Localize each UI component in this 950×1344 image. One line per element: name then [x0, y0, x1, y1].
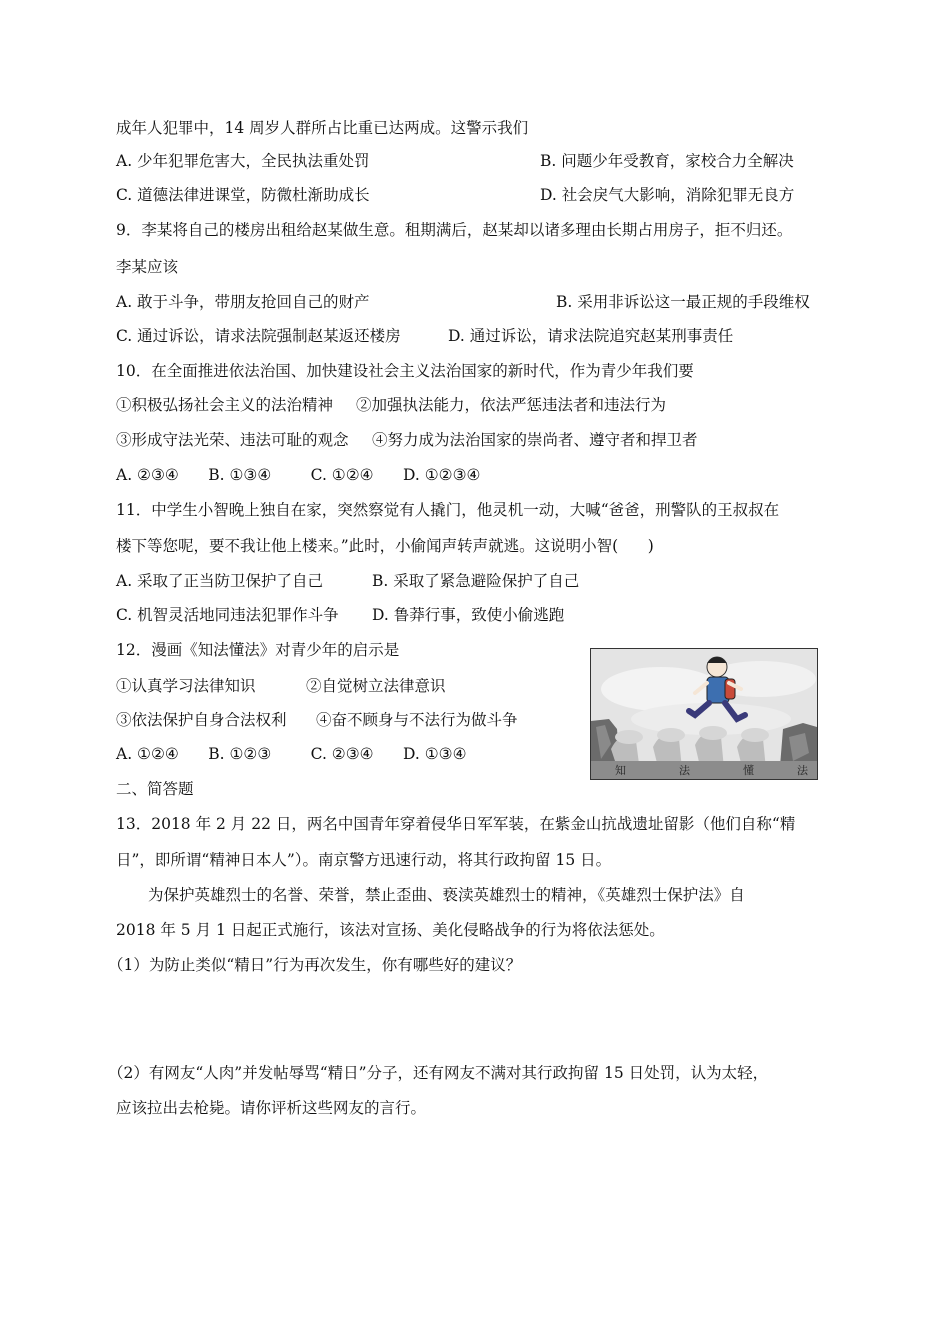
q11-option-a[interactable]: A. 采取了正当防卫保护了自己: [116, 572, 324, 590]
q13-subquestion-2-line2: 应该拉出去枪毙。请你评析这些网友的言行。: [116, 1099, 427, 1117]
caption-char-3: 懂: [743, 764, 754, 777]
q9-stem-line1: 9．李某将自己的楼房出租给赵某做生意。租期满后，赵某却以诸多理由长期占用房子，拒不归还。: [116, 221, 793, 239]
q12-stem: 12．漫画《知法懂法》对青少年的启示是: [116, 641, 400, 659]
q10-statement-1: ①积极弘扬社会主义的法治精神: [116, 396, 334, 414]
q13-paragraph1-line1: 13．2018 年 2 月 22 日，两名中国青年穿着侵华日军军装，在紫金山抗战遗址留影（他们自称“精: [116, 815, 796, 833]
q12-statement-3: ③依法保护自身合法权利: [116, 711, 287, 729]
q12-statements-row1: [116, 676, 446, 696]
q12-statement-2: ②自觉树立法律意识: [306, 677, 446, 695]
q9-stem-line2: 李某应该: [116, 258, 179, 276]
q10-stem: 10．在全面推进依法治国、加快建设社会主义法治国家的新时代，作为青少年我们要: [116, 362, 694, 380]
q9-option-b[interactable]: B. 采用非诉讼这一最正规的手段维权: [556, 293, 810, 311]
cartoon-illustration: [591, 649, 817, 779]
q8-option-d[interactable]: D. 社会戾气大影响，消除犯罪无良方: [540, 186, 795, 204]
q12-options[interactable]: A. ①②④ B. ①②③ C. ②③④ D. ①③④: [116, 745, 467, 763]
q10-options[interactable]: A. ②③④ B. ①③④ C. ①②④ D. ①②③④: [116, 466, 481, 484]
q13-paragraph2-line2: 2018 年 5 月 1 日起正式施行，该法对宣扬、美化侵略战争的行为将依法惩处。: [116, 921, 665, 939]
q11-option-b[interactable]: B. 采取了紧急避险保护了自己: [372, 572, 580, 590]
q8-option-a[interactable]: A. 少年犯罪危害大，全民执法重处罚: [116, 152, 370, 170]
q11-option-d[interactable]: D. 鲁莽行事，致使小偷逃跑: [372, 606, 565, 624]
q10-statement-4: ④努力成为法治国家的崇尚者、遵守者和捍卫者: [372, 431, 698, 449]
q8-option-b[interactable]: B. 问题少年受教育，家校合力全解决: [540, 152, 794, 170]
q11-options-row2: [116, 605, 565, 625]
q9-option-a[interactable]: A. 敢于斗争，带朋友抢回自己的财产: [116, 293, 370, 311]
q11-option-c[interactable]: C. 机智灵活地同违法犯罪作斗争: [116, 606, 339, 624]
q11-options-row1: [116, 571, 580, 591]
q8-stem-tail: 成年人犯罪中，14 周岁人群所占比重已达两成。这警示我们: [116, 119, 529, 137]
cartoon-know-the-law: [590, 648, 818, 780]
caption-char-1: 知: [615, 764, 626, 777]
q12-statement-4: ④奋不顾身与不法行为做斗争: [316, 711, 518, 729]
q9-options-row2: [116, 326, 734, 346]
q13-paragraph2-line1: 为保护英雄烈士的名誉、荣誉，禁止歪曲、亵渎英雄烈士的精神，《英雄烈士保护法》自: [148, 886, 745, 904]
caption-char-4: 法: [797, 764, 808, 777]
q9-options-row1: [116, 292, 810, 312]
q8-options-row2: [116, 185, 795, 205]
section-heading: 二、简答题: [116, 780, 194, 798]
q13-subquestion-2-line1: （2）有网友“人肉”并发帖辱骂“精日”分子，还有网友不满对其行政拘留 15 日处罚，认为太轻，: [108, 1064, 769, 1082]
q13-subquestion-1: （1）为防止类似“精日”行为再次发生，你有哪些好的建议？: [108, 956, 522, 974]
q13-paragraph1-line2: 日”，即所谓“精神日本人”）。南京警方迅速行动，将其行政拘留 15 日。: [116, 851, 612, 869]
q11-stem-line1: 11．中学生小智晚上独自在家，突然察觉有人撬门，他灵机一动，大喊“爸爸，刑警队的王叔叔在: [116, 501, 780, 519]
q8-option-c[interactable]: C. 道德法律进课堂，防微杜渐助成长: [116, 186, 370, 204]
q11-stem-line2: 楼下等您呢，要不我让他上楼来。”此时，小偷闻声转声就逃。这说明小智( ): [116, 537, 654, 555]
q9-option-c[interactable]: C. 通过诉讼，请求法院强制赵某返还楼房: [116, 327, 401, 345]
q10-statement-3: ③形成守法光荣、违法可耻的观念: [116, 431, 349, 449]
q10-statements-row2: [116, 430, 698, 450]
q9-option-d[interactable]: D. 通过诉讼，请求法院追究赵某刑事责任: [448, 327, 734, 345]
q12-statement-1: ①认真学习法律知识: [116, 677, 256, 695]
caption-char-2: 法: [679, 764, 690, 777]
q10-statements-row1: [116, 395, 667, 415]
q8-options-row1: [116, 151, 794, 171]
q10-statement-2: ②加强执法能力，依法严惩违法者和违法行为: [356, 396, 667, 414]
q12-statements-row2: [116, 710, 518, 730]
